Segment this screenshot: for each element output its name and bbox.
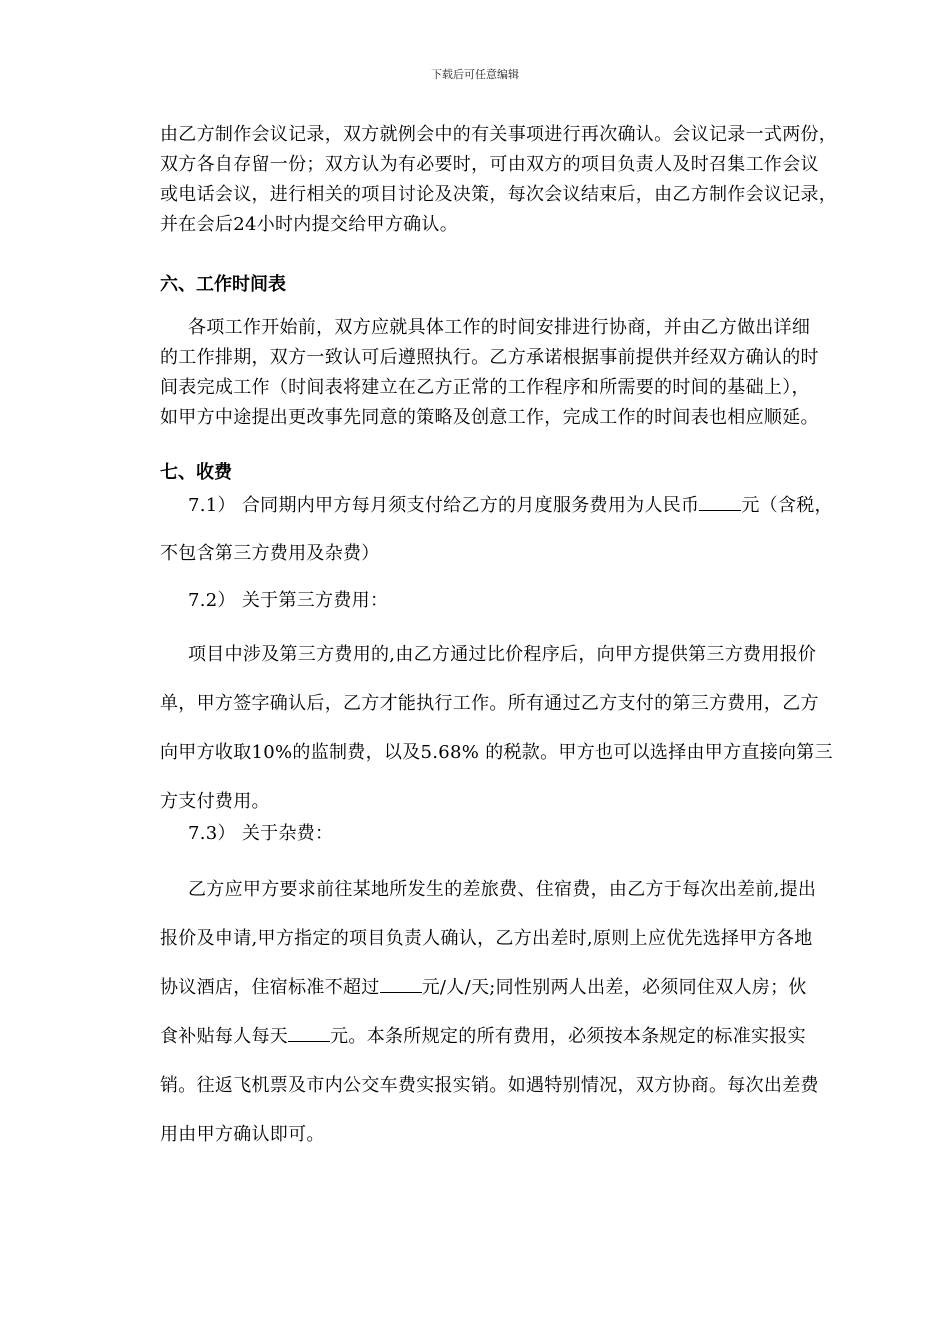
section-6-line: 间表完成工作（时间表将建立在乙方正常的工作程序和所需要的时间的基础上）， <box>160 377 810 398</box>
meal-allowance-blank <box>288 1040 330 1042</box>
clause-7-2-line: 项目中涉及第三方费用的,由乙方通过比价程序后，向甲方提供第三方费用报价 <box>188 644 817 665</box>
page-header: 下载后可任意编辑 <box>431 68 519 81</box>
clause-7-1-cont <box>160 542 860 566</box>
clause-7-2-paragraph <box>160 630 860 826</box>
section-6-paragraph <box>160 313 860 433</box>
clause-7-3-line: 报价及申请,甲方指定的项目负责人确认，乙方出差时,原则上应优先选择甲方各地 <box>160 928 813 949</box>
clause-7-3-line-end: 元/人/天;同性别两人出差，必须同住双人房；伙 <box>421 977 807 998</box>
clause-7-3-line: 食补贴每人每天 <box>160 1026 289 1047</box>
clause-7-3-line: 销。往返飞机票及市内公交车费实报实销。如遇特别情况，双方协商。每次出差费 <box>160 1075 819 1096</box>
clause-7-2-line: 方支付费用。 <box>160 791 270 812</box>
intro-paragraph <box>160 120 860 240</box>
clause-7-2-line: 向甲方收取10%的监制费，以及5.68% 的税款。甲方也可以选择由甲方直接向第三 <box>160 742 833 763</box>
clause-7-1-line: 不包含第三方费用及杂费） <box>160 543 380 564</box>
intro-line: 由乙方制作会议记录，双方就例会中的有关事项进行再次确认。会议记录一式两份， <box>160 124 838 145</box>
clause-7-3-line-end: 元。本条所规定的所有费用，必须按本条规定的标准实报实 <box>330 1026 806 1047</box>
section-6-line: 如甲方中途提出更改事先同意的策略及创意工作，完成工作的时间表也相应顺延。 <box>160 407 819 428</box>
intro-line: 并在会后24小时内提交给甲方确认。 <box>160 214 459 235</box>
intro-line: 或电话会议，进行相关的项目讨论及决策，每次会议结束后，由乙方制作会议记录， <box>160 184 838 205</box>
clause-7-1-text: 7.1） 合同期内甲方每月须支付给乙方的月度服务费用为人民币 <box>188 495 700 516</box>
fee-blank <box>699 509 741 511</box>
section-6-line: 的工作排期，双方一致认可后遵照执行。乙方承诺根据事前提供并经双方确认的时 <box>160 347 819 368</box>
clause-7-3-line: 协议酒店，住宿标准不超过 <box>160 977 380 998</box>
clause-7-2-heading: 7.2） 关于第三方费用： <box>188 590 389 611</box>
clause-7-2-title <box>160 589 860 613</box>
clause-7-3-line: 乙方应甲方要求前往某地所发生的差旅费、住宿费，由乙方于每次出差前,提出 <box>188 879 817 900</box>
section-6-heading: 六、工作时间表 <box>160 274 286 295</box>
clause-7-3-heading: 7.3） 关于杂费： <box>188 823 334 844</box>
clause-7-3-line: 用由甲方确认即可。 <box>160 1124 325 1145</box>
intro-line: 双方各自存留一份；双方认为有必要时，可由双方的项目负责人及时召集工作会议 <box>160 154 819 175</box>
section-7-heading: 七、收费 <box>160 462 232 483</box>
clause-7-3-title <box>160 822 860 846</box>
section-6-line: 各项工作开始前，双方应就具体工作的时间安排进行协商，并由乙方做出详细 <box>188 317 811 338</box>
clause-7-1-text-end: 元（含税， <box>741 495 833 516</box>
clause-7-2-line: 单，甲方签字确认后，乙方才能执行工作。所有通过乙方支付的第三方费用，乙方 <box>160 693 819 714</box>
clause-7-3-paragraph <box>160 865 860 1159</box>
lodging-blank <box>380 991 422 993</box>
clause-7-1 <box>160 494 860 518</box>
